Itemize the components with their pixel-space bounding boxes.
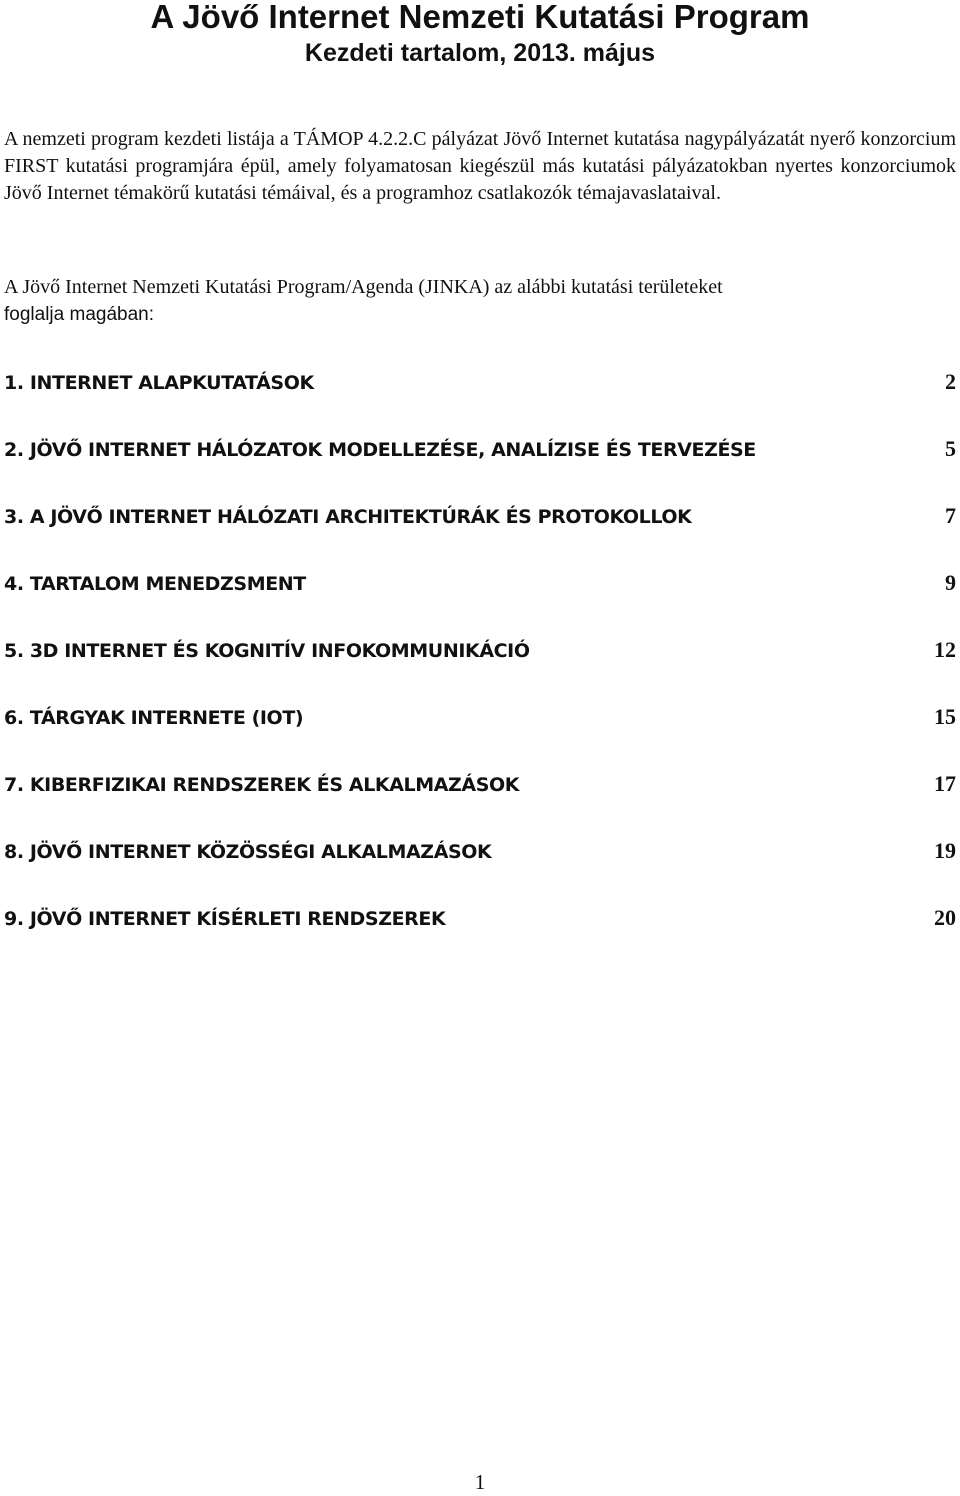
toc-entry[interactable]	[4, 768, 956, 835]
toc-entry-page: 2	[945, 369, 956, 394]
intro-paragraph: A nemzeti program kezdeti listája a TÁMOP 4.2.2.C pályázat Jövő Internet kutatása nagypályázatát nyerő konzorcium FIRST kutatási programjára épül, amely folyamatosan kiegészül más kutatási pályázatokban nyertes konzorciumok Jövő Internet témakörű kutatási témáival, és a programhoz csatlakozók témajavaslataival.	[4, 128, 956, 204]
toc-entry[interactable]	[4, 366, 956, 433]
toc-entry-page: 15	[934, 704, 956, 729]
toc-entry[interactable]	[4, 902, 956, 969]
toc-entry-label: 9. JÖVŐ INTERNET KÍSÉRLETI RENDSZEREK	[4, 908, 446, 930]
table-of-contents	[4, 366, 956, 969]
toc-entry-page: 9	[945, 570, 956, 595]
toc-entry[interactable]	[4, 500, 956, 567]
toc-entry[interactable]	[4, 433, 956, 500]
toc-entry[interactable]	[4, 701, 956, 768]
toc-entry-label: 1. INTERNET ALAPKUTATÁSOK	[4, 372, 314, 394]
toc-entry[interactable]	[4, 835, 956, 902]
toc-entry-label: 6. TÁRGYAK INTERNETE (IOT)	[4, 707, 304, 729]
document-subtitle: Kezdeti tartalom, 2013. május	[304, 39, 656, 67]
toc-entry-label: 3. A JÖVŐ INTERNET HÁLÓZATI ARCHITEKTÚRÁK ÉS PROTOKOLLOK	[4, 506, 692, 528]
toc-entry-page: 12	[934, 637, 956, 662]
scope-paragraph-tail: foglalja magában:	[4, 304, 154, 325]
toc-entry-label: 2. JÖVŐ INTERNET HÁLÓZATOK MODELLEZÉSE, ANALÍZISE ÉS TERVEZÉSE	[4, 439, 756, 461]
toc-entry[interactable]	[4, 567, 956, 634]
document-title: A Jövő Internet Nemzeti Kutatási Program	[150, 0, 810, 35]
toc-entry-page: 20	[934, 905, 956, 930]
toc-entry-page: 17	[934, 771, 956, 796]
toc-entry-page: 5	[945, 436, 956, 461]
toc-entry-label: 4. TARTALOM MENEDZSMENT	[4, 573, 306, 595]
scope-paragraph	[4, 274, 956, 328]
toc-entry-label: 7. KIBERFIZIKAI RENDSZEREK ÉS ALKALMAZÁSOK	[4, 774, 520, 796]
page-number: 1	[474, 1470, 486, 1494]
toc-entry-page: 19	[934, 838, 956, 863]
scope-paragraph-main: A Jövő Internet Nemzeti Kutatási Program/Agenda (JINKA) az alábbi kutatási területeket	[4, 276, 723, 298]
toc-entry-label: 8. JÖVŐ INTERNET KÖZÖSSÉGI ALKALMAZÁSOK	[4, 841, 492, 863]
toc-entry-label: 5. 3D INTERNET ÉS KOGNITÍV INFOKOMMUNIKÁCIÓ	[4, 640, 530, 662]
toc-entry-page: 7	[945, 503, 956, 528]
toc-entry[interactable]	[4, 634, 956, 701]
